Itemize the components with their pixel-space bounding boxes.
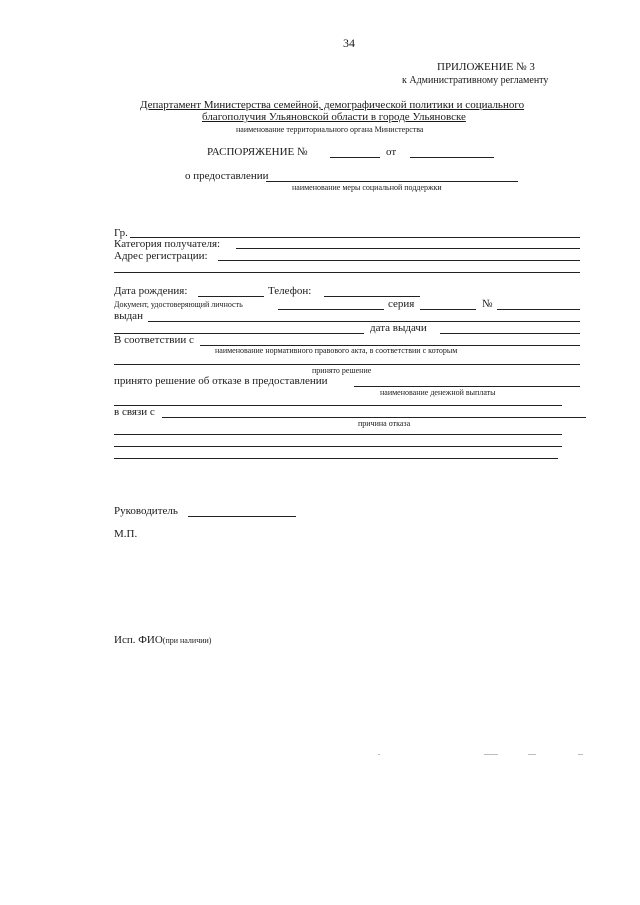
series-field[interactable] xyxy=(420,309,476,310)
address-label: Адрес регистрации: xyxy=(114,250,208,262)
executor-note: (при наличии) xyxy=(162,636,212,645)
issued-label: выдан xyxy=(114,310,143,322)
reason-label: в связи с xyxy=(114,406,155,418)
according-label: В соответствии с xyxy=(114,334,194,346)
category-field[interactable] xyxy=(236,248,580,249)
reason-line-3[interactable] xyxy=(114,446,562,447)
order-number-field[interactable] xyxy=(330,157,380,158)
according-field-continued[interactable] xyxy=(114,364,580,365)
issued-field[interactable] xyxy=(148,321,580,322)
department-caption: наименование территориального органа Министерства xyxy=(236,125,424,134)
birth-date-field[interactable] xyxy=(198,296,264,297)
address-field[interactable] xyxy=(218,260,580,261)
phone-field[interactable] xyxy=(324,296,420,297)
refusal-field-continued[interactable] xyxy=(114,405,562,406)
id-document-field[interactable] xyxy=(278,309,384,310)
order-from-label: от xyxy=(386,146,397,158)
scan-mark xyxy=(578,754,583,755)
department-line-2: благополучия Ульяновской области в городе Ульяновске xyxy=(202,111,466,123)
order-date-field[interactable] xyxy=(410,157,494,158)
citizen-label: Гр. xyxy=(114,227,128,239)
reason-caption: причина отказа xyxy=(358,419,411,428)
order-title: РАСПОРЯЖЕНИЕ № xyxy=(207,146,308,158)
scan-mark xyxy=(484,754,498,755)
executor-text: Исп. ФИО xyxy=(114,634,163,646)
refusal-field[interactable] xyxy=(354,386,580,387)
number-field[interactable] xyxy=(497,309,580,310)
refusal-caption: наименование денежной выплаты xyxy=(380,388,496,397)
head-label: Руководитель xyxy=(114,505,178,517)
page-number: 34 xyxy=(343,36,355,50)
address-field-continued[interactable] xyxy=(114,272,580,273)
id-document-label: Документ, удостоверяющий личность xyxy=(114,300,243,309)
executor-label xyxy=(114,634,211,646)
birth-date-label: Дата рождения: xyxy=(114,285,188,297)
phone-label: Телефон: xyxy=(268,285,312,297)
scan-mark xyxy=(528,754,536,755)
seal-label: М.П. xyxy=(114,528,138,540)
decision-caption: принято решение xyxy=(312,366,372,375)
number-label: № xyxy=(482,298,493,310)
head-signature-field[interactable] xyxy=(188,516,296,517)
issue-date-field[interactable] xyxy=(440,333,580,334)
reason-line-4[interactable] xyxy=(114,458,558,459)
reason-field[interactable] xyxy=(162,417,586,418)
reason-line-2[interactable] xyxy=(114,434,562,435)
about-caption: наименование меры социальной поддержки xyxy=(292,183,442,192)
scan-mark xyxy=(378,754,380,755)
series-label: серия xyxy=(388,298,415,310)
category-label: Категория получателя: xyxy=(114,238,221,250)
about-field[interactable] xyxy=(266,181,518,182)
according-caption: наименование нормативного правового акта, в соответствии с которым xyxy=(215,346,458,355)
issue-date-label: дата выдачи xyxy=(370,322,427,334)
appendix-subtitle: к Административному регламенту xyxy=(402,75,549,86)
department-line-1: Департамент Министерства семейной, демографической политики и социального xyxy=(140,99,525,111)
refusal-label: принято решение об отказе в предоставлении xyxy=(114,375,328,387)
appendix-title: ПРИЛОЖЕНИЕ № 3 xyxy=(437,61,535,73)
about-label: о предоставлении xyxy=(185,170,269,182)
